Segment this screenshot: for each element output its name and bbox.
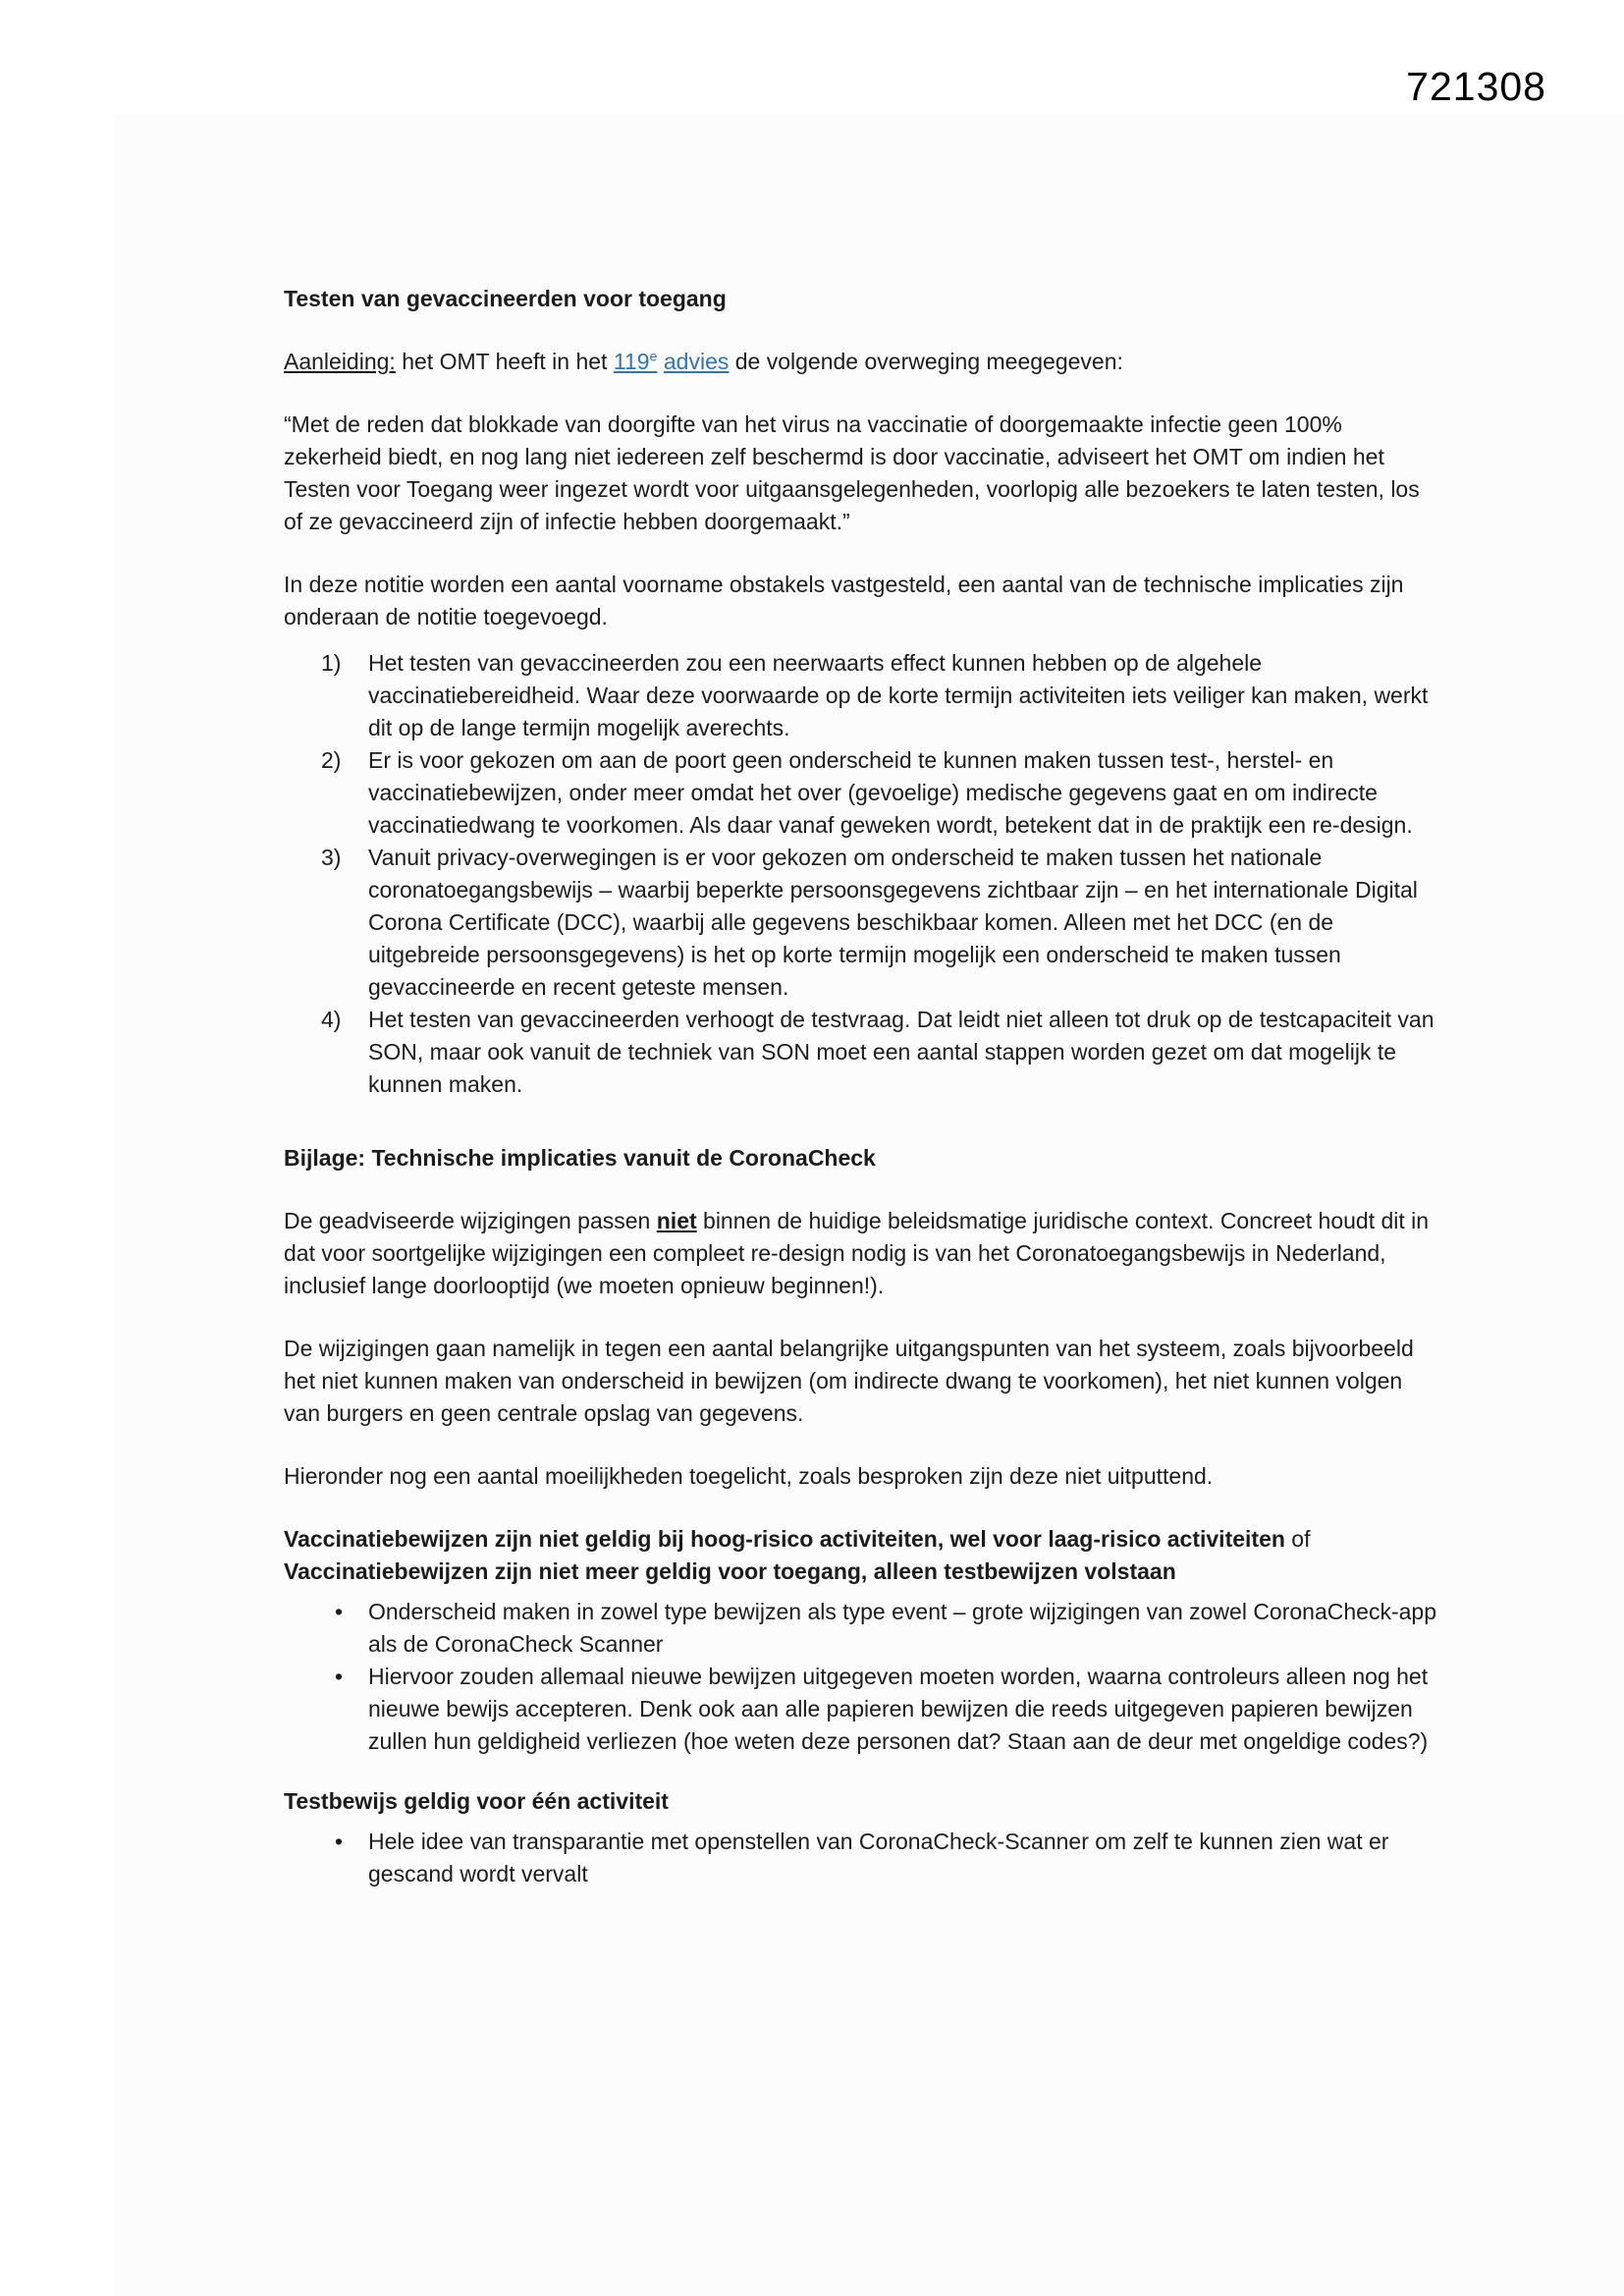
bullet-item <box>284 1826 1440 1890</box>
list-number: 3) <box>321 845 342 870</box>
bullet-icon: • <box>335 1829 344 1854</box>
aanleiding-label: Aanleiding: <box>284 349 396 374</box>
bijlage-heading: Bijlage: Technische implicaties vanuit de CoronaCheck <box>284 1145 876 1171</box>
list-number: 1) <box>321 650 342 676</box>
intro-paragraph: In deze notitie worden een aantal voorname obstakels vastgesteld, een aantal van de technische implicaties zijn onderaan de notitie toegevoegd. <box>284 572 1404 629</box>
omt-quote-paragraph: “Met de reden dat blokkade van doorgifte van het virus na vaccinatie of doorgemaakte infectie geen 100% zekerheid biedt, en nog lang niet iedereen zelf beschermd is door vaccinatie, adviseert het OMT om indien het Testen voor Toegang weer ingezet wordt voor uitgaansgelegenheden, voorlopig alle bezoekers te laten testen, los of ze gevaccineerd zijn of infectie hebben doorgemaakt.” <box>284 411 1420 534</box>
list-item-text: Het testen van gevaccineerden zou een neerwaarts effect kunnen hebben op de algehele vaccinatiebereidheid. Waar deze voorwaarde op de korte termijn activiteiten iets veiliger kan maken, werkt dit op de lange termijn mogelijk averechts. <box>368 650 1429 740</box>
bullet-item-text: Onderscheid maken in zowel type bewijzen als type event – grote wijzigingen van zowel CoronaCheck-app als de CoronaCheck Scanner <box>368 1599 1436 1657</box>
list-number: 4) <box>321 1007 342 1032</box>
list-item <box>284 744 1440 842</box>
list-number: 2) <box>321 747 342 773</box>
testbewijs-bullet-list <box>284 1826 1440 1890</box>
vaccinatiebewijzen-bullet-list <box>284 1596 1440 1758</box>
bullet-item-text: Hele idee van transparantie met openstellen van CoronaCheck-Scanner om zelf te kunnen zien wat er gescand wordt vervalt <box>368 1829 1389 1886</box>
advies-119-link[interactable] <box>614 349 730 374</box>
niet-emphasis: niet <box>656 1208 697 1233</box>
superscript-e: e <box>649 349 658 365</box>
bullet-icon: • <box>335 1599 344 1624</box>
aanleiding-text-after-link: de volgende overweging meegegeven: <box>729 349 1123 374</box>
bullet-item-text: Hiervoor zouden allemaal nieuwe bewijzen uitgegeven moeten worden, waarna controleurs alleen nog het nieuwe bewijs accepteren. Denk ook aan alle papieren bewijzen die reeds uitgegeven papieren bewijzen zullen hun geldigheid verliezen (hoe weten deze personen dat? Staan aan de deur met ongeldige codes?) <box>368 1664 1429 1754</box>
uitgangspunten-paragraph: De wijzigingen gaan namelijk in tegen een aantal belangrijke uitgangspunten van het systeem, zoals bijvoorbeeld het niet kunnen maken van onderscheid in bewijzen (om indirecte dwang te voorkomen), het niet kunnen volgen van burgers en geen centrale opslag van gegevens. <box>284 1336 1414 1426</box>
list-item <box>284 1004 1440 1101</box>
vaccinatiebewijzen-heading-line-2: Vaccinatiebewijzen zijn niet meer geldig voor toegang, alleen testbewijzen volstaan <box>284 1558 1176 1584</box>
list-item <box>284 842 1440 1004</box>
page-number: 721308 <box>1406 64 1546 109</box>
testbewijs-heading: Testbewijs geldig voor één activiteit <box>284 1788 669 1814</box>
obstacles-numbered-list <box>284 647 1440 1101</box>
aanleiding-line <box>284 346 1440 378</box>
list-item-text: Er is voor gekozen om aan de poort geen onderscheid te kunnen maken tussen test-, herstel- en vaccinatiebewijzen, onder meer omdat het over (gevoelige) medische gegevens gaat en om indirecte vaccinatiedwang te voorkomen. Als daar vanaf geweken wordt, betekent dat in de praktijk een re-design. <box>368 747 1413 838</box>
redesign-text-before: De geadviseerde wijzigingen passen <box>284 1208 657 1233</box>
moeilijkheden-paragraph: Hieronder nog een aantal moeilijkheden toegelicht, zoals besproken zijn deze niet uitputtend. <box>284 1463 1214 1489</box>
document-content <box>284 283 1440 1890</box>
list-item <box>284 647 1440 744</box>
list-item-text: Vanuit privacy-overwegingen is er voor gekozen om onderscheid te maken tussen het nationale coronatoegangsbewijs – waarbij beperkte persoonsgegevens zichtbaar zijn – en het internationale Digital Corona Certificate (DCC), waarbij alle gegevens beschikbaar komen. Alleen met het DCC (en de uitgebreide persoonsgegevens) is het op korte termijn mogelijk een onderscheid te maken tussen gevaccineerde en recent geteste mensen. <box>368 845 1418 1000</box>
bullet-item <box>284 1596 1440 1661</box>
vaccinatiebewijzen-heading-line-1: Vaccinatiebewijzen zijn niet geldig bij hoog-risico activiteiten, wel voor laag-risico activiteiten of <box>284 1526 1311 1552</box>
aanleiding-text-before-link: het OMT heeft in het <box>395 349 614 374</box>
advies-link-word[interactable]: advies <box>663 349 730 374</box>
redesign-paragraph <box>284 1205 1440 1302</box>
bullet-icon: • <box>335 1664 344 1689</box>
redesign-text-after: binnen de huidige beleidsmatige juridische context. Concreet houdt dit in dat voor soortgelijke wijzigingen een compleet re-design nodig is van het Coronatoegangsbewijs in Nederland, inclusief lange doorlooptijd (we moeten opnieuw beginnen!). <box>284 1208 1430 1298</box>
advies-link-number[interactable]: 119e <box>613 349 658 374</box>
list-item-text: Het testen van gevaccineerden verhoogt de testvraag. Dat leidt niet alleen tot druk op de testcapaciteit van SON, maar ook vanuit de techniek van SON moet een aantal stappen worden gezet om dat mogelijk te kunnen maken. <box>368 1007 1435 1097</box>
heading-connector: of <box>1284 1526 1311 1552</box>
vaccinatiebewijzen-heading <box>284 1523 1440 1588</box>
bullet-item <box>284 1661 1440 1758</box>
document-title: Testen van gevaccineerden voor toegang <box>284 286 727 311</box>
